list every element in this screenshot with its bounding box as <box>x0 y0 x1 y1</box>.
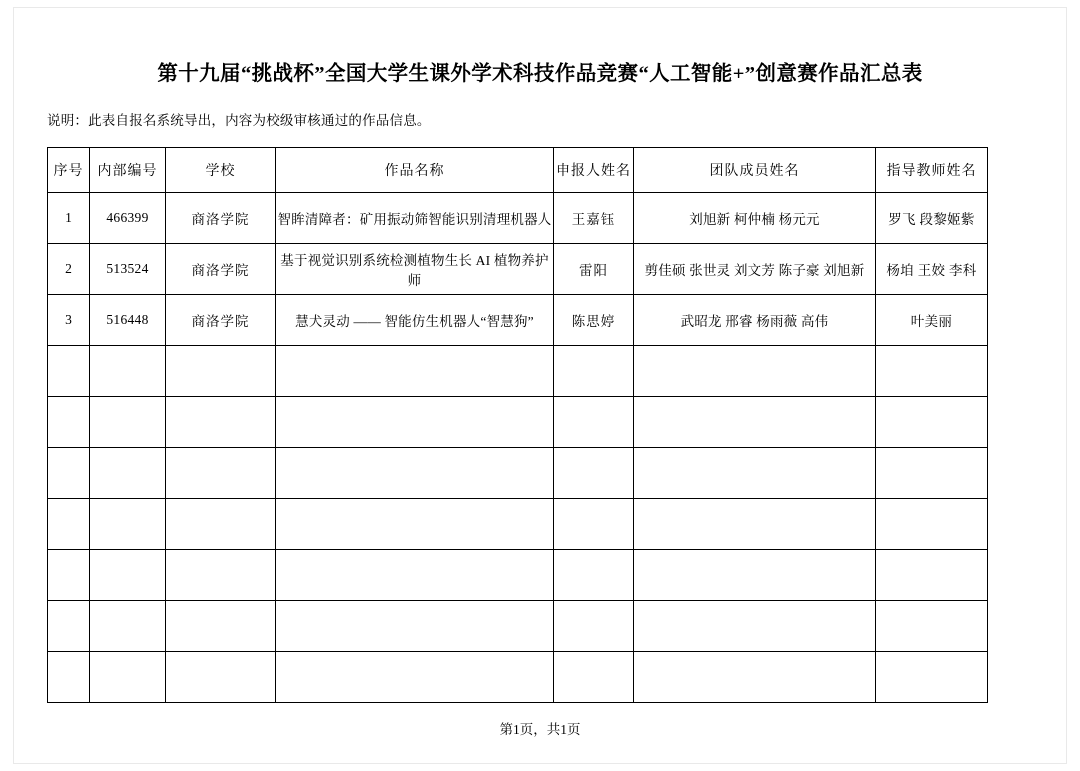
works-summary-table <box>47 147 988 703</box>
cell-school <box>166 448 276 499</box>
cell-teacher <box>876 346 988 397</box>
table-header-row <box>48 148 988 193</box>
table-row <box>48 397 988 448</box>
cell-seq <box>48 448 90 499</box>
cell-code <box>90 346 166 397</box>
cell-school <box>166 346 276 397</box>
table-row <box>48 652 988 703</box>
cell-school <box>166 550 276 601</box>
cell-school <box>166 652 276 703</box>
cell-work <box>276 397 554 448</box>
cell-code: 513524 <box>90 244 166 295</box>
cell-school <box>166 499 276 550</box>
cell-applicant <box>554 397 634 448</box>
cell-code <box>90 601 166 652</box>
cell-work <box>276 652 554 703</box>
table-row <box>48 193 988 244</box>
cell-applicant <box>554 346 634 397</box>
cell-seq <box>48 550 90 601</box>
cell-applicant <box>554 448 634 499</box>
table-row <box>48 550 988 601</box>
cell-code: 516448 <box>90 295 166 346</box>
cell-seq: 3 <box>48 295 90 346</box>
cell-code <box>90 448 166 499</box>
page-title: 第十九届“挑战杯”全国大学生课外学术科技作品竞赛“人工智能+”创意赛作品汇总表 <box>157 63 923 85</box>
cell-work: 慧犬灵动 —— 智能仿生机器人“智慧狗” <box>276 295 554 346</box>
cell-members <box>634 550 876 601</box>
cell-teacher <box>876 550 988 601</box>
cell-members <box>634 346 876 397</box>
cell-members: 刘旭新 柯仲楠 杨元元 <box>634 193 876 244</box>
cell-applicant: 陈思婷 <box>554 295 634 346</box>
cell-seq <box>48 652 90 703</box>
cell-applicant <box>554 652 634 703</box>
cell-members <box>634 448 876 499</box>
cell-teacher <box>876 448 988 499</box>
cell-work <box>276 346 554 397</box>
column-header-applicant: 申报人姓名 <box>554 148 634 193</box>
cell-teacher: 杨垍 王姣 李科 <box>876 244 988 295</box>
cell-work <box>276 499 554 550</box>
cell-code <box>90 550 166 601</box>
cell-seq <box>48 397 90 448</box>
cell-work <box>276 550 554 601</box>
cell-members: 武昭龙 邢睿 杨雨薇 高伟 <box>634 295 876 346</box>
cell-applicant: 雷阳 <box>554 244 634 295</box>
cell-members: 剪佳硕 张世灵 刘文芳 陈子豪 刘旭新 <box>634 244 876 295</box>
cell-applicant <box>554 499 634 550</box>
cell-applicant: 王嘉钰 <box>554 193 634 244</box>
cell-work <box>276 601 554 652</box>
table-row <box>48 295 988 346</box>
table-row <box>48 346 988 397</box>
table-row <box>48 448 988 499</box>
cell-teacher: 罗飞 段黎姬紫 <box>876 193 988 244</box>
page-footer: 第1页，共1页 <box>499 722 581 737</box>
cell-teacher <box>876 397 988 448</box>
cell-code: 466399 <box>90 193 166 244</box>
cell-school: 商洛学院 <box>166 193 276 244</box>
column-header-work: 作品名称 <box>276 148 554 193</box>
cell-seq: 2 <box>48 244 90 295</box>
cell-members <box>634 601 876 652</box>
cell-work: 基于视觉识别系统检测植物生长 AI 植物养护师 <box>276 244 554 295</box>
cell-work: 智眸清障者：矿用振动筛智能识别清理机器人 <box>276 193 554 244</box>
column-header-code: 内部编号 <box>90 148 166 193</box>
cell-school: 商洛学院 <box>166 244 276 295</box>
paper-sheet <box>14 8 1066 763</box>
cell-teacher: 叶美丽 <box>876 295 988 346</box>
document-note: 说明：此表自报名系统导出，内容为校级审核通过的作品信息。 <box>47 113 431 128</box>
cell-seq <box>48 499 90 550</box>
cell-school <box>166 601 276 652</box>
cell-seq: 1 <box>48 193 90 244</box>
cell-school <box>166 397 276 448</box>
table-row <box>48 244 988 295</box>
cell-teacher <box>876 601 988 652</box>
cell-code <box>90 652 166 703</box>
table-row <box>48 601 988 652</box>
cell-teacher <box>876 499 988 550</box>
column-header-teacher: 指导教师姓名 <box>876 148 988 193</box>
column-header-seq: 序号 <box>48 148 90 193</box>
cell-school: 商洛学院 <box>166 295 276 346</box>
column-header-school: 学校 <box>166 148 276 193</box>
cell-teacher <box>876 652 988 703</box>
cell-members <box>634 499 876 550</box>
cell-seq <box>48 601 90 652</box>
cell-seq <box>48 346 90 397</box>
cell-code <box>90 397 166 448</box>
cell-members <box>634 397 876 448</box>
column-header-members: 团队成员姓名 <box>634 148 876 193</box>
cell-applicant <box>554 550 634 601</box>
cell-work <box>276 448 554 499</box>
table-row <box>48 499 988 550</box>
cell-code <box>90 499 166 550</box>
cell-applicant <box>554 601 634 652</box>
cell-members <box>634 652 876 703</box>
